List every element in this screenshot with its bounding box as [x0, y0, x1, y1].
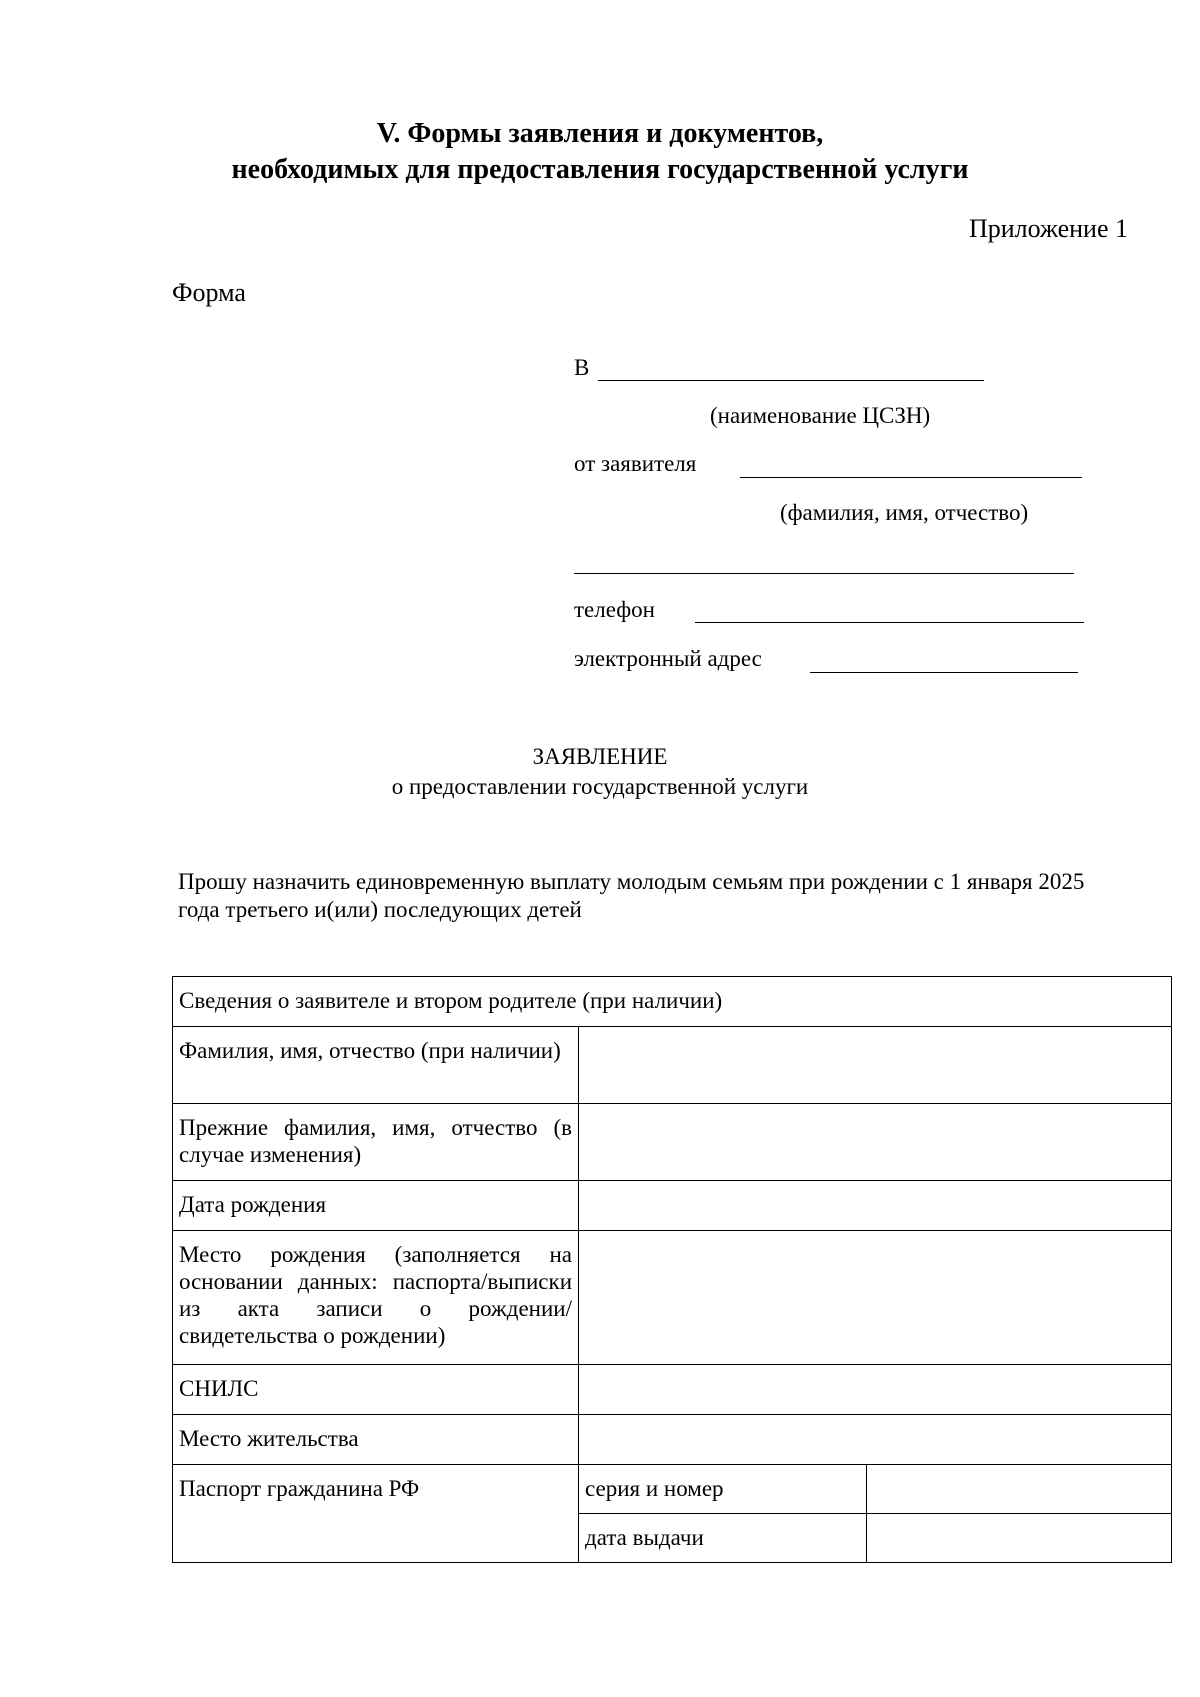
email-field[interactable] [810, 672, 1078, 673]
applicant-name-field[interactable] [740, 477, 1082, 478]
value-cell-full-name[interactable] [579, 1027, 1172, 1104]
annex-label: Приложение 1 [968, 214, 1128, 243]
value-cell-passport-issue-date[interactable] [867, 1514, 1172, 1563]
table-row [173, 1027, 1172, 1104]
value-cell-birth-place[interactable] [579, 1231, 1172, 1365]
to-prefix: В [574, 355, 590, 380]
section-title-line2: необходимых для предоставления государственной услуги [231, 154, 969, 185]
row-label-previous-name: Прежние фамилия, имя, отчество (в случае изменения) [173, 1104, 579, 1181]
table-row [173, 1465, 1172, 1514]
table-section-header: Сведения о заявителе и втором родителе (при наличии) [173, 977, 1172, 1027]
from-label: от заявителя [574, 451, 697, 476]
value-cell-previous-name[interactable] [579, 1104, 1172, 1181]
row-label-birth-date: Дата рождения [173, 1181, 579, 1231]
value-cell-passport-series[interactable] [867, 1465, 1172, 1514]
row-label-residence: Место жительства [173, 1415, 579, 1465]
center-name-field[interactable] [598, 380, 984, 381]
phone-label: телефон [574, 597, 655, 622]
table-row [173, 1104, 1172, 1181]
row-label-birth-place: Место рождения (заполняется на основании данных: паспорта/выписки из акта записи о рождении/свидетельства о рождении) [173, 1231, 579, 1365]
passport-series-label: серия и номер [579, 1465, 867, 1514]
email-label: электронный адрес [574, 646, 762, 671]
table-row [173, 1365, 1172, 1415]
table-row [173, 1231, 1172, 1365]
row-label-passport: Паспорт гражданина РФ [173, 1465, 579, 1563]
applicant-info-table [172, 976, 1172, 1563]
applicant-name-extra-line[interactable] [574, 573, 1074, 574]
applicant-name-hint: (фамилия, имя, отчество) [780, 500, 1029, 525]
request-text: Прошу назначить единовременную выплату молодым семьям при рождении с 1 января 2025 года третьего и(или) последующих детей [178, 869, 1085, 922]
phone-field[interactable] [695, 622, 1084, 623]
table-row [173, 1415, 1172, 1465]
row-label-snils: СНИЛС [173, 1365, 579, 1415]
table-row [173, 1181, 1172, 1231]
value-cell-birth-date[interactable] [579, 1181, 1172, 1231]
section-title-line1: V. Формы заявления и документов, [376, 118, 824, 149]
statement-title: ЗАЯВЛЕНИЕ [532, 744, 668, 769]
center-name-hint: (наименование ЦСЗН) [710, 403, 931, 428]
form-label: Форма [172, 278, 246, 307]
statement-subtitle: о предоставлении государственной услуги [391, 774, 809, 799]
value-cell-residence[interactable] [579, 1415, 1172, 1465]
value-cell-snils[interactable] [579, 1365, 1172, 1415]
passport-issue-date-label: дата выдачи [579, 1514, 867, 1563]
row-label-full-name: Фамилия, имя, отчество (при наличии) [173, 1027, 579, 1104]
